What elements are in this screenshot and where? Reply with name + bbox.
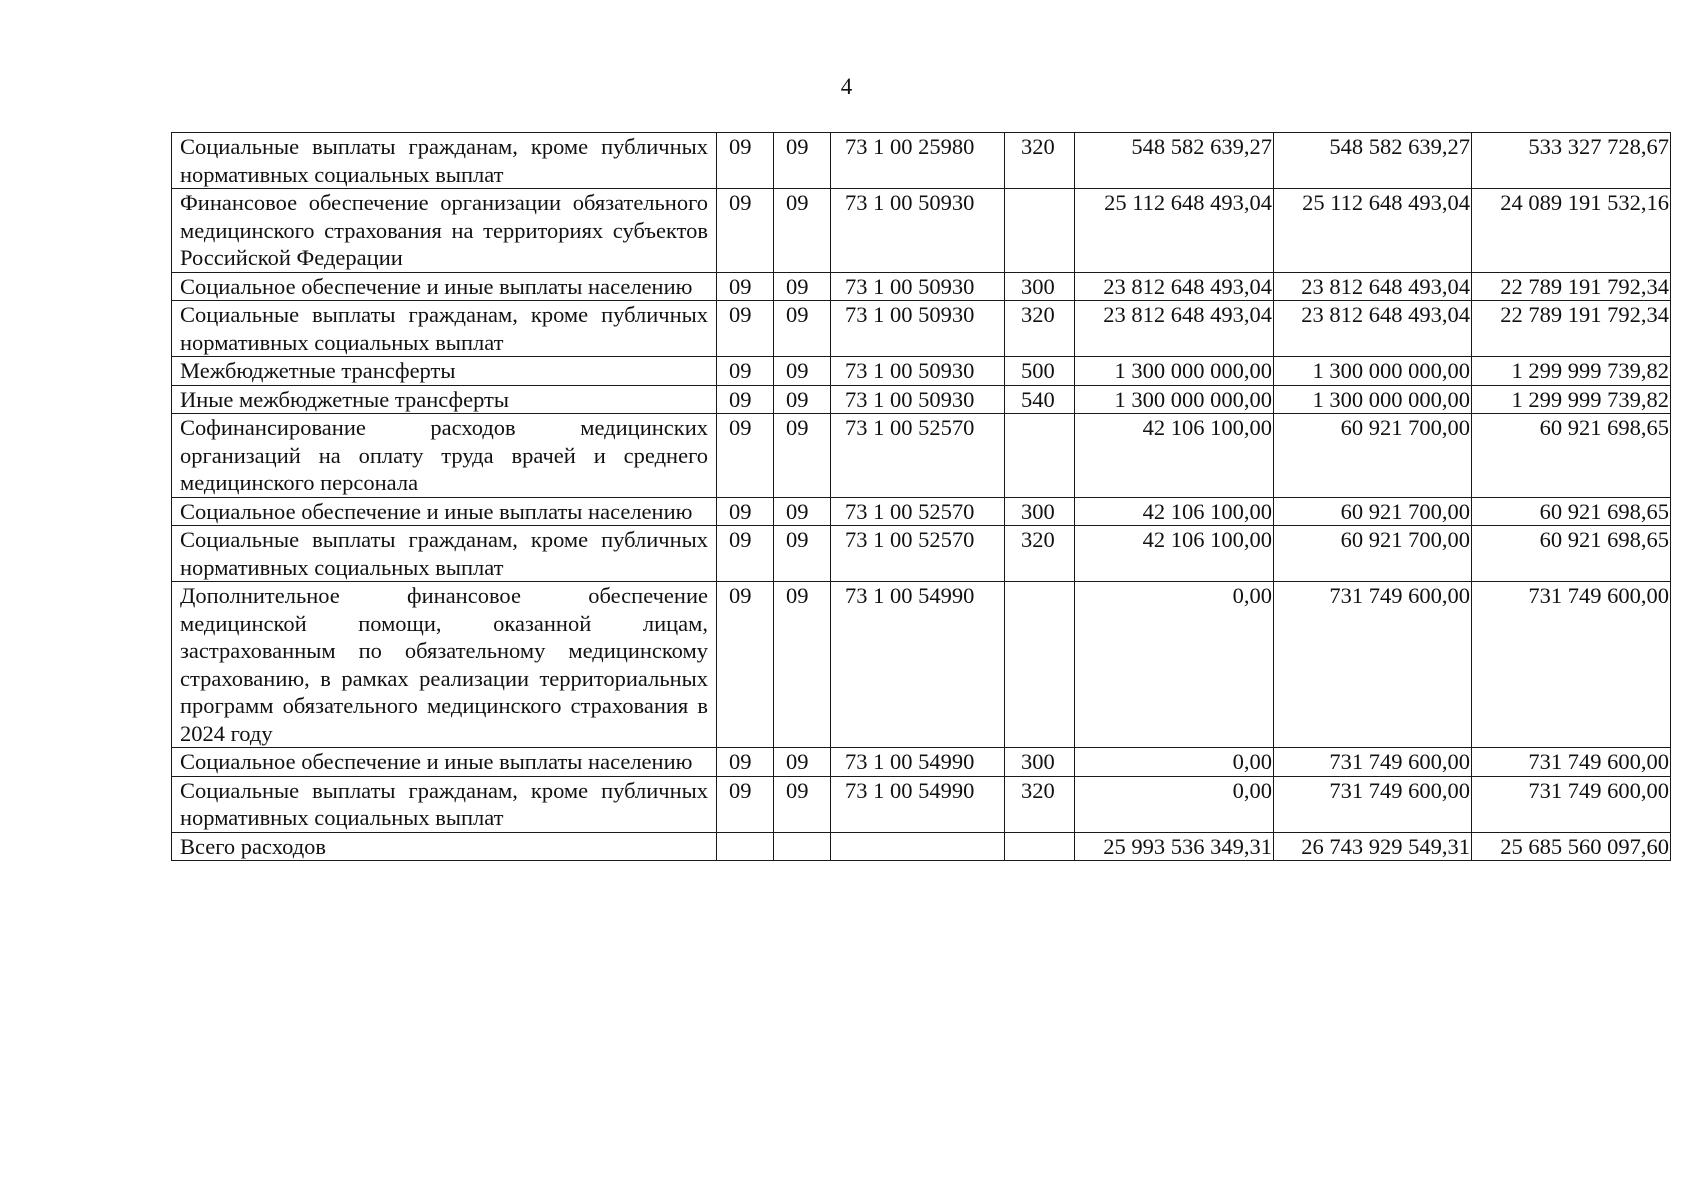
table-row: [172, 414, 1671, 498]
subsection-code-cell: 09: [774, 497, 831, 526]
amount-executed-cell: 60 921 698,65: [1472, 414, 1671, 498]
amount-approved-cell: 1 300 000 000,00: [1075, 385, 1274, 414]
amount-revised-cell: 23 812 648 493,04: [1274, 301, 1472, 357]
amount-revised-cell: 731 749 600,00: [1274, 776, 1472, 832]
section-code-cell: 09: [717, 385, 774, 414]
amount-revised-cell: 1 300 000 000,00: [1274, 385, 1472, 414]
section-code-cell: 09: [717, 357, 774, 386]
amount-approved-cell: 0,00: [1075, 582, 1274, 748]
amount-revised-cell: 731 749 600,00: [1274, 582, 1472, 748]
expense-name-cell: Социальное обеспечение и иные выплаты населению: [172, 748, 717, 777]
table-row: [172, 582, 1671, 748]
section-code-cell: 09: [717, 272, 774, 301]
subsection-code-cell: 09: [774, 357, 831, 386]
table-row: [172, 497, 1671, 526]
expense-type-code-cell: [1005, 414, 1075, 498]
expense-type-code-cell: [1005, 189, 1075, 273]
subsection-code-cell: 09: [774, 189, 831, 273]
subsection-code-cell: 09: [774, 272, 831, 301]
amount-approved-cell: 1 300 000 000,00: [1075, 357, 1274, 386]
amount-executed-cell: 25 685 560 097,60: [1472, 832, 1671, 861]
target-article-code-cell: 73 1 00 50930: [831, 385, 1005, 414]
amount-approved-cell: 42 106 100,00: [1075, 497, 1274, 526]
amount-revised-cell: 1 300 000 000,00: [1274, 357, 1472, 386]
expenditure-table: [171, 132, 1671, 861]
amount-revised-cell: 60 921 700,00: [1274, 414, 1472, 498]
expense-type-code-cell: 300: [1005, 497, 1075, 526]
expense-type-code-cell: 500: [1005, 357, 1075, 386]
expense-type-code-cell: 320: [1005, 133, 1075, 189]
amount-approved-cell: 25 993 536 349,31: [1075, 832, 1274, 861]
section-code-cell: 09: [717, 582, 774, 748]
table-row: [172, 776, 1671, 832]
amount-revised-cell: 731 749 600,00: [1274, 748, 1472, 777]
table-row: [172, 301, 1671, 357]
amount-approved-cell: 42 106 100,00: [1075, 414, 1274, 498]
target-article-code-cell: 73 1 00 54990: [831, 582, 1005, 748]
table-row: [172, 385, 1671, 414]
target-article-code-cell: 73 1 00 54990: [831, 776, 1005, 832]
table-row: [172, 272, 1671, 301]
subsection-code-cell: 09: [774, 414, 831, 498]
section-code-cell: 09: [717, 133, 774, 189]
target-article-code-cell: 73 1 00 54990: [831, 748, 1005, 777]
target-article-code-cell: 73 1 00 50930: [831, 189, 1005, 273]
expense-name-cell: Софинансирование расходов медицинских организаций на оплату труда врачей и среднего медицинского персонала: [172, 414, 717, 498]
expense-type-code-cell: 320: [1005, 776, 1075, 832]
amount-executed-cell: 24 089 191 532,16: [1472, 189, 1671, 273]
section-code-cell: 09: [717, 497, 774, 526]
amount-revised-cell: 60 921 700,00: [1274, 526, 1472, 582]
target-article-code-cell: 73 1 00 52570: [831, 497, 1005, 526]
amount-executed-cell: 22 789 191 792,34: [1472, 301, 1671, 357]
amount-executed-cell: 731 749 600,00: [1472, 776, 1671, 832]
expense-name-cell: Межбюджетные трансферты: [172, 357, 717, 386]
amount-approved-cell: 548 582 639,27: [1075, 133, 1274, 189]
expense-type-code-cell: [1005, 582, 1075, 748]
target-article-code-cell: [831, 832, 1005, 861]
section-code-cell: 09: [717, 414, 774, 498]
amount-executed-cell: 731 749 600,00: [1472, 748, 1671, 777]
page-number: 4: [840, 74, 853, 99]
amount-approved-cell: 23 812 648 493,04: [1075, 301, 1274, 357]
amount-approved-cell: 23 812 648 493,04: [1075, 272, 1274, 301]
expense-type-code-cell: [1005, 832, 1075, 861]
subsection-code-cell: 09: [774, 748, 831, 777]
amount-executed-cell: 1 299 999 739,82: [1472, 385, 1671, 414]
amount-revised-cell: 548 582 639,27: [1274, 133, 1472, 189]
amount-approved-cell: 0,00: [1075, 748, 1274, 777]
expense-name-cell: Всего расходов: [172, 832, 717, 861]
expense-name-cell: Социальные выплаты гражданам, кроме публичных нормативных социальных выплат: [172, 776, 717, 832]
amount-approved-cell: 42 106 100,00: [1075, 526, 1274, 582]
amount-executed-cell: 731 749 600,00: [1472, 582, 1671, 748]
expense-name-cell: Социальные выплаты гражданам, кроме публичных нормативных социальных выплат: [172, 301, 717, 357]
amount-executed-cell: 60 921 698,65: [1472, 497, 1671, 526]
expense-type-code-cell: 300: [1005, 748, 1075, 777]
target-article-code-cell: 73 1 00 50930: [831, 301, 1005, 357]
amount-executed-cell: 533 327 728,67: [1472, 133, 1671, 189]
section-code-cell: 09: [717, 748, 774, 777]
expense-type-code-cell: 320: [1005, 301, 1075, 357]
subsection-code-cell: 09: [774, 526, 831, 582]
table-row: [172, 133, 1671, 189]
target-article-code-cell: 73 1 00 25980: [831, 133, 1005, 189]
amount-revised-cell: 60 921 700,00: [1274, 497, 1472, 526]
table-body: [172, 133, 1671, 861]
amount-executed-cell: 60 921 698,65: [1472, 526, 1671, 582]
expense-name-cell: Иные межбюджетные трансферты: [172, 385, 717, 414]
expense-type-code-cell: 320: [1005, 526, 1075, 582]
expense-type-code-cell: 540: [1005, 385, 1075, 414]
expense-name-cell: Дополнительное финансовое обеспечение медицинской помощи, оказанной лицам, застрахованным по обязательному медицинскому страхованию, в рамках реализации территориальных программ обязательного медицинского страхования в 2024 году: [172, 582, 717, 748]
subsection-code-cell: 09: [774, 133, 831, 189]
section-code-cell: 09: [717, 189, 774, 273]
subsection-code-cell: 09: [774, 385, 831, 414]
section-code-cell: 09: [717, 776, 774, 832]
target-article-code-cell: 73 1 00 50930: [831, 357, 1005, 386]
table-row: [172, 189, 1671, 273]
target-article-code-cell: 73 1 00 52570: [831, 414, 1005, 498]
section-code-cell: [717, 832, 774, 861]
section-code-cell: 09: [717, 526, 774, 582]
subsection-code-cell: [774, 832, 831, 861]
amount-revised-cell: 26 743 929 549,31: [1274, 832, 1472, 861]
expense-name-cell: Финансовое обеспечение организации обязательного медицинского страхования на территориях субъектов Российской Федерации: [172, 189, 717, 273]
table-row: [172, 526, 1671, 582]
amount-approved-cell: 0,00: [1075, 776, 1274, 832]
amount-executed-cell: 1 299 999 739,82: [1472, 357, 1671, 386]
amount-revised-cell: 25 112 648 493,04: [1274, 189, 1472, 273]
target-article-code-cell: 73 1 00 52570: [831, 526, 1005, 582]
expense-name-cell: Социальные выплаты гражданам, кроме публичных нормативных социальных выплат: [172, 526, 717, 582]
subsection-code-cell: 09: [774, 582, 831, 748]
expense-name-cell: Социальное обеспечение и иные выплаты населению: [172, 272, 717, 301]
amount-revised-cell: 23 812 648 493,04: [1274, 272, 1472, 301]
expense-name-cell: Социальные выплаты гражданам, кроме публичных нормативных социальных выплат: [172, 133, 717, 189]
amount-approved-cell: 25 112 648 493,04: [1075, 189, 1274, 273]
subsection-code-cell: 09: [774, 776, 831, 832]
table-row: [172, 357, 1671, 386]
section-code-cell: 09: [717, 301, 774, 357]
expense-type-code-cell: 300: [1005, 272, 1075, 301]
expense-name-cell: Социальное обеспечение и иные выплаты населению: [172, 497, 717, 526]
table-row: [172, 832, 1671, 861]
amount-executed-cell: 22 789 191 792,34: [1472, 272, 1671, 301]
target-article-code-cell: 73 1 00 50930: [831, 272, 1005, 301]
table-row: [172, 748, 1671, 777]
subsection-code-cell: 09: [774, 301, 831, 357]
